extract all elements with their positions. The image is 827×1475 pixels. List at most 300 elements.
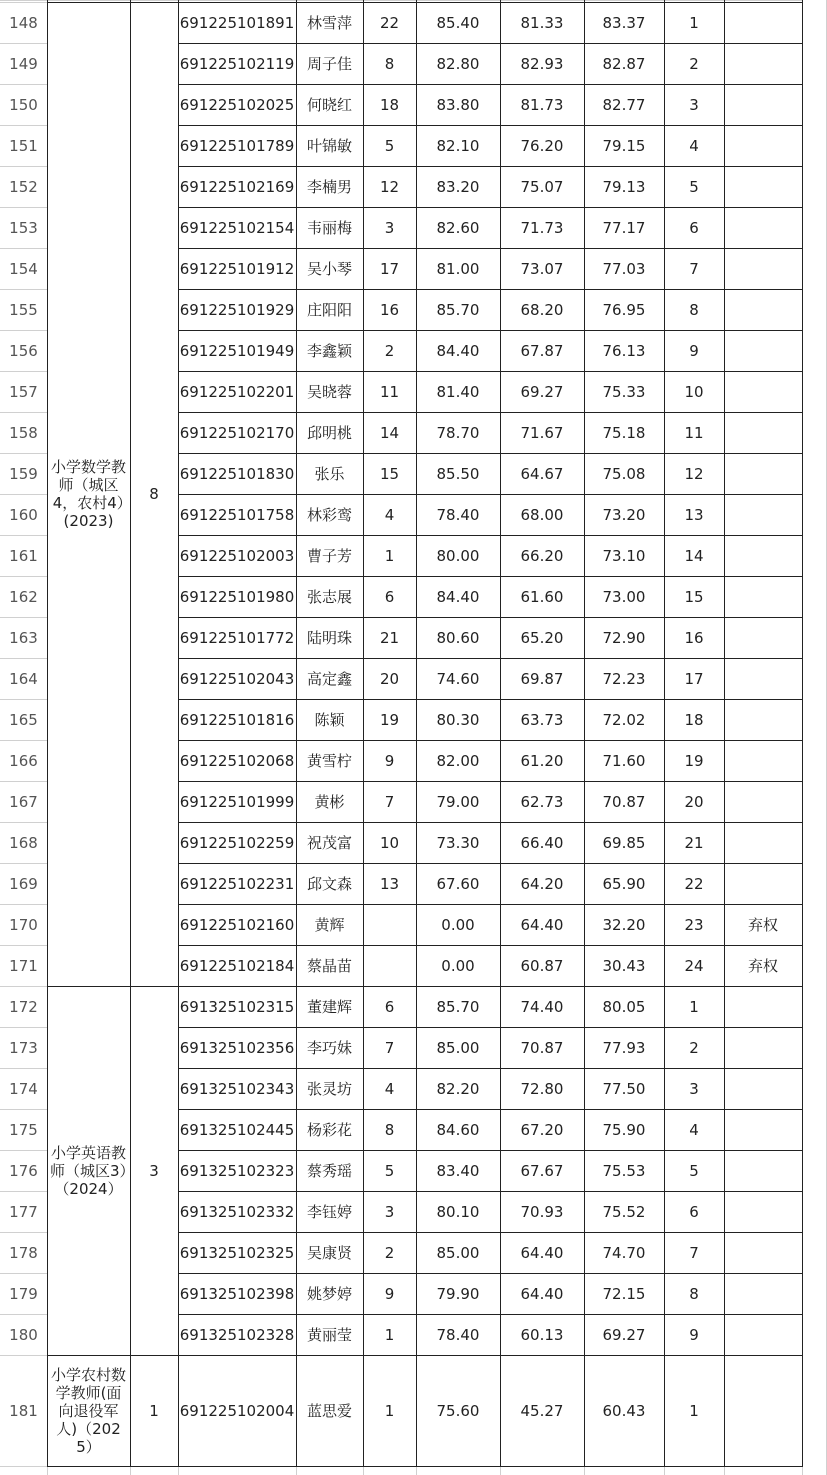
interview-score-cell[interactable]: 66.40 <box>520 833 564 852</box>
rank-cell[interactable]: 15 <box>684 587 704 606</box>
note-cell[interactable] <box>724 1355 802 1466</box>
rank-cell[interactable]: 13 <box>684 505 704 524</box>
rank-cell[interactable]: 4 <box>689 1120 699 1139</box>
total-score-cell[interactable]: 69.85 <box>602 833 646 852</box>
written-score-cell[interactable]: 80.30 <box>436 710 480 729</box>
order-cell[interactable]: 7 <box>384 792 395 811</box>
row-number[interactable]: 150 <box>0 84 47 125</box>
candidate-id-cell[interactable]: 691225102169 <box>179 177 295 196</box>
order-cell[interactable]: 5 <box>384 136 395 155</box>
total-score-cell[interactable]: 80.05 <box>602 997 646 1016</box>
written-score-cell[interactable]: 79.90 <box>436 1284 480 1303</box>
row-number[interactable]: 164 <box>0 658 47 699</box>
interview-score-cell[interactable]: 60.87 <box>520 956 564 975</box>
name-cell[interactable]: 姚梦婷 <box>306 1285 352 1303</box>
written-score-cell[interactable]: 84.40 <box>436 341 480 360</box>
name-cell[interactable]: 周子佳 <box>306 55 352 73</box>
candidate-id-cell[interactable]: 691225101789 <box>179 136 295 155</box>
note-cell[interactable] <box>724 658 802 699</box>
order-cell[interactable]: 13 <box>379 874 400 893</box>
order-cell[interactable]: 16 <box>379 300 400 319</box>
note-cell[interactable] <box>724 863 802 904</box>
order-cell[interactable]: 17 <box>379 259 400 278</box>
total-score-cell[interactable]: 32.20 <box>602 915 646 934</box>
candidate-id-cell[interactable]: 691325102398 <box>179 1284 295 1303</box>
position-cell[interactable]: 小学英语教师（城区3）（2024） <box>49 1143 128 1198</box>
rank-cell[interactable]: 8 <box>689 1284 699 1303</box>
interview-score-cell[interactable]: 62.73 <box>520 792 564 811</box>
interview-score-cell[interactable]: 76.20 <box>520 136 564 155</box>
name-cell[interactable]: 蓝思爱 <box>306 1402 352 1420</box>
name-cell[interactable]: 黄雪柠 <box>306 752 352 770</box>
order-cell[interactable]: 10 <box>379 833 400 852</box>
position-cell[interactable]: 小学数学教师（城区4，农村4）(2023) <box>50 458 126 530</box>
name-cell[interactable]: 林彩鸾 <box>306 506 352 524</box>
row-number[interactable]: 173 <box>0 1027 47 1068</box>
note-cell[interactable] <box>724 617 802 658</box>
note-cell[interactable] <box>724 740 802 781</box>
name-cell[interactable]: 李鑫颖 <box>306 342 352 360</box>
name-cell[interactable]: 陈颖 <box>314 711 345 729</box>
note-cell[interactable] <box>724 207 802 248</box>
order-cell[interactable] <box>363 904 416 945</box>
note-cell[interactable] <box>724 84 802 125</box>
rank-cell[interactable]: 9 <box>689 1325 699 1344</box>
order-cell[interactable]: 22 <box>379 13 400 32</box>
rank-cell[interactable]: 8 <box>689 300 699 319</box>
rank-cell[interactable]: 6 <box>689 1202 699 1221</box>
note-cell[interactable] <box>724 289 802 330</box>
total-score-cell[interactable]: 76.95 <box>602 300 646 319</box>
rank-cell[interactable]: 5 <box>689 1161 699 1180</box>
order-cell[interactable]: 9 <box>384 1284 395 1303</box>
interview-score-cell[interactable]: 73.07 <box>520 259 564 278</box>
written-score-cell[interactable]: 74.60 <box>436 669 480 688</box>
row-number[interactable]: 157 <box>0 371 47 412</box>
note-cell[interactable] <box>724 986 802 1027</box>
interview-score-cell[interactable]: 75.07 <box>520 177 564 196</box>
order-cell[interactable]: 14 <box>379 423 400 442</box>
row-number[interactable]: 170 <box>0 904 47 945</box>
written-score-cell[interactable]: 73.30 <box>436 833 480 852</box>
name-cell[interactable]: 邱文森 <box>306 875 352 893</box>
rank-cell[interactable]: 7 <box>689 1243 699 1262</box>
total-score-cell[interactable]: 72.02 <box>602 710 646 729</box>
order-cell[interactable]: 8 <box>384 1120 395 1139</box>
candidate-id-cell[interactable]: 691225102068 <box>179 751 295 770</box>
candidate-id-cell[interactable]: 691225101980 <box>179 587 295 606</box>
interview-score-cell[interactable]: 45.27 <box>520 1401 564 1420</box>
written-score-cell[interactable]: 79.00 <box>436 792 480 811</box>
name-cell[interactable]: 黄辉 <box>314 916 345 934</box>
rank-cell[interactable]: 17 <box>684 669 704 688</box>
candidate-id-cell[interactable]: 691325102323 <box>179 1161 295 1180</box>
order-cell[interactable]: 6 <box>384 997 395 1016</box>
order-cell[interactable]: 6 <box>384 587 395 606</box>
note-cell[interactable] <box>724 453 802 494</box>
total-score-cell[interactable]: 77.03 <box>602 259 646 278</box>
interview-score-cell[interactable]: 65.20 <box>520 628 564 647</box>
total-score-cell[interactable]: 69.27 <box>602 1325 646 1344</box>
row-number[interactable]: 155 <box>0 289 47 330</box>
candidate-id-cell[interactable]: 691225102184 <box>179 956 295 975</box>
total-score-cell[interactable]: 73.20 <box>602 505 646 524</box>
note-cell[interactable] <box>724 822 802 863</box>
row-number[interactable]: 149 <box>0 43 47 84</box>
rank-cell[interactable]: 5 <box>689 177 699 196</box>
order-cell[interactable]: 8 <box>384 54 395 73</box>
note-cell[interactable] <box>724 494 802 535</box>
name-cell[interactable]: 陆明珠 <box>306 629 352 647</box>
name-cell[interactable]: 吴康贤 <box>306 1244 352 1262</box>
total-score-cell[interactable]: 60.43 <box>602 1401 646 1420</box>
name-cell[interactable]: 李钰婷 <box>306 1203 352 1221</box>
interview-score-cell[interactable]: 71.67 <box>520 423 564 442</box>
row-number[interactable]: 158 <box>0 412 47 453</box>
note-cell[interactable] <box>724 1150 802 1191</box>
note-cell[interactable] <box>724 371 802 412</box>
quota-cell[interactable]: 1 <box>149 1401 159 1420</box>
name-cell[interactable]: 黄彬 <box>314 793 345 811</box>
candidate-id-cell[interactable]: 691225102259 <box>179 833 295 852</box>
total-score-cell[interactable]: 75.08 <box>602 464 646 483</box>
candidate-id-cell[interactable]: 691225102170 <box>179 423 295 442</box>
order-cell[interactable]: 12 <box>379 177 400 196</box>
written-score-cell[interactable]: 82.10 <box>436 136 480 155</box>
written-score-cell[interactable]: 80.60 <box>436 628 480 647</box>
quota-cell[interactable]: 3 <box>149 1161 159 1180</box>
written-score-cell[interactable]: 85.00 <box>436 1038 480 1057</box>
interview-score-cell[interactable]: 64.40 <box>520 915 564 934</box>
written-score-cell[interactable]: 85.00 <box>436 1243 480 1262</box>
order-cell[interactable]: 21 <box>379 628 400 647</box>
rank-cell[interactable]: 1 <box>689 1401 699 1420</box>
name-cell[interactable]: 祝茂富 <box>306 834 352 852</box>
name-cell[interactable]: 邱明桃 <box>306 424 352 442</box>
rank-cell[interactable]: 12 <box>684 464 704 483</box>
candidate-id-cell[interactable]: 691225102003 <box>179 546 295 565</box>
row-number[interactable]: 169 <box>0 863 47 904</box>
note-cell[interactable] <box>724 1027 802 1068</box>
interview-score-cell[interactable]: 67.87 <box>520 341 564 360</box>
order-cell[interactable] <box>363 945 416 986</box>
total-score-cell[interactable]: 83.37 <box>602 13 646 32</box>
total-score-cell[interactable]: 77.93 <box>602 1038 646 1057</box>
row-number[interactable]: 166 <box>0 740 47 781</box>
candidate-id-cell[interactable]: 691225101758 <box>179 505 295 524</box>
rank-cell[interactable]: 3 <box>689 95 699 114</box>
note-cell[interactable] <box>724 576 802 617</box>
order-cell[interactable]: 11 <box>379 382 400 401</box>
row-number[interactable]: 180 <box>0 1314 47 1355</box>
rank-cell[interactable]: 3 <box>689 1079 699 1098</box>
rank-cell[interactable]: 9 <box>689 341 699 360</box>
row-number[interactable]: 153 <box>0 207 47 248</box>
rank-cell[interactable]: 23 <box>684 915 704 934</box>
rank-cell[interactable]: 2 <box>689 54 699 73</box>
total-score-cell[interactable]: 65.90 <box>602 874 646 893</box>
interview-score-cell[interactable]: 66.20 <box>520 546 564 565</box>
written-score-cell[interactable]: 85.70 <box>436 997 480 1016</box>
candidate-id-cell[interactable]: 691225101912 <box>179 259 295 278</box>
candidate-id-cell[interactable]: 691225101949 <box>179 341 295 360</box>
name-cell[interactable]: 庄阳阳 <box>306 301 352 319</box>
order-cell[interactable]: 3 <box>384 218 395 237</box>
row-number[interactable]: 159 <box>0 453 47 494</box>
written-score-cell[interactable]: 85.40 <box>436 13 480 32</box>
interview-score-cell[interactable]: 67.67 <box>520 1161 564 1180</box>
note-cell[interactable]: 弃权 <box>747 916 778 934</box>
rank-cell[interactable]: 20 <box>684 792 704 811</box>
total-score-cell[interactable]: 76.13 <box>602 341 646 360</box>
note-cell[interactable] <box>724 1191 802 1232</box>
row-number[interactable]: 151 <box>0 125 47 166</box>
interview-score-cell[interactable]: 68.20 <box>520 300 564 319</box>
written-score-cell[interactable]: 85.50 <box>436 464 480 483</box>
candidate-id-cell[interactable]: 691225102154 <box>179 218 295 237</box>
row-number[interactable]: 152 <box>0 166 47 207</box>
candidate-id-cell[interactable]: 691325102356 <box>179 1038 295 1057</box>
row-number[interactable]: 162 <box>0 576 47 617</box>
interview-score-cell[interactable]: 61.20 <box>520 751 564 770</box>
interview-score-cell[interactable]: 64.67 <box>520 464 564 483</box>
candidate-id-cell[interactable]: 691225101891 <box>179 13 295 32</box>
candidate-id-cell[interactable]: 691325102343 <box>179 1079 295 1098</box>
row-number[interactable]: 163 <box>0 617 47 658</box>
name-cell[interactable]: 叶锦敏 <box>306 137 352 155</box>
row-number[interactable]: 181 <box>0 1355 47 1466</box>
note-cell[interactable] <box>724 699 802 740</box>
total-score-cell[interactable]: 82.77 <box>602 95 646 114</box>
interview-score-cell[interactable]: 60.13 <box>520 1325 564 1344</box>
note-cell[interactable] <box>724 781 802 822</box>
row-number[interactable]: 179 <box>0 1273 47 1314</box>
row-number[interactable]: 161 <box>0 535 47 576</box>
name-cell[interactable]: 张灵坊 <box>306 1080 352 1098</box>
order-cell[interactable]: 9 <box>384 751 395 770</box>
rank-cell[interactable]: 11 <box>684 423 704 442</box>
candidate-id-cell[interactable]: 691325102445 <box>179 1120 295 1139</box>
order-cell[interactable]: 15 <box>379 464 400 483</box>
name-cell[interactable]: 张乐 <box>314 465 345 483</box>
total-score-cell[interactable]: 74.70 <box>602 1243 646 1262</box>
total-score-cell[interactable]: 75.18 <box>602 423 646 442</box>
row-number[interactable]: 154 <box>0 248 47 289</box>
order-cell[interactable]: 5 <box>384 1161 395 1180</box>
order-cell[interactable]: 1 <box>384 1325 395 1344</box>
order-cell[interactable]: 3 <box>384 1202 395 1221</box>
candidate-id-cell[interactable]: 691225101816 <box>179 710 295 729</box>
total-score-cell[interactable]: 72.90 <box>602 628 646 647</box>
rank-cell[interactable]: 1 <box>689 997 699 1016</box>
total-score-cell[interactable]: 79.13 <box>602 177 646 196</box>
candidate-id-cell[interactable]: 691225102025 <box>179 95 295 114</box>
interview-score-cell[interactable]: 69.87 <box>520 669 564 688</box>
row-number[interactable]: 171 <box>0 945 47 986</box>
interview-score-cell[interactable]: 64.40 <box>520 1243 564 1262</box>
row-number[interactable]: 177 <box>0 1191 47 1232</box>
candidate-id-cell[interactable]: 691225102231 <box>179 874 295 893</box>
row-number[interactable]: 172 <box>0 986 47 1027</box>
order-cell[interactable]: 4 <box>384 1079 395 1098</box>
order-cell[interactable]: 19 <box>379 710 400 729</box>
name-cell[interactable]: 何晓红 <box>306 96 352 114</box>
interview-score-cell[interactable]: 71.73 <box>520 218 564 237</box>
candidate-id-cell[interactable]: 691225102201 <box>179 382 295 401</box>
total-score-cell[interactable]: 72.15 <box>602 1284 646 1303</box>
total-score-cell[interactable]: 75.52 <box>602 1202 646 1221</box>
written-score-cell[interactable]: 84.40 <box>436 587 480 606</box>
written-score-cell[interactable]: 78.40 <box>436 1325 480 1344</box>
total-score-cell[interactable]: 75.33 <box>602 382 646 401</box>
note-cell[interactable] <box>724 1273 802 1314</box>
name-cell[interactable]: 吴小琴 <box>306 260 352 278</box>
written-score-cell[interactable]: 85.70 <box>436 300 480 319</box>
order-cell[interactable]: 20 <box>379 669 400 688</box>
written-score-cell[interactable]: 0.00 <box>441 915 475 934</box>
order-cell[interactable]: 1 <box>384 1401 395 1420</box>
interview-score-cell[interactable]: 69.27 <box>520 382 564 401</box>
note-cell[interactable]: 弃权 <box>747 957 778 975</box>
written-score-cell[interactable]: 81.40 <box>436 382 480 401</box>
written-score-cell[interactable]: 0.00 <box>441 956 475 975</box>
rank-cell[interactable]: 7 <box>689 259 699 278</box>
total-score-cell[interactable]: 77.50 <box>602 1079 646 1098</box>
total-score-cell[interactable]: 75.53 <box>602 1161 646 1180</box>
row-number[interactable]: 175 <box>0 1109 47 1150</box>
candidate-id-cell[interactable]: 691325102325 <box>179 1243 295 1262</box>
written-score-cell[interactable]: 83.20 <box>436 177 480 196</box>
rank-cell[interactable]: 10 <box>684 382 704 401</box>
note-cell[interactable] <box>724 1109 802 1150</box>
written-score-cell[interactable]: 82.60 <box>436 218 480 237</box>
written-score-cell[interactable]: 83.80 <box>436 95 480 114</box>
row-number[interactable]: 178 <box>0 1232 47 1273</box>
order-cell[interactable]: 1 <box>384 546 395 565</box>
note-cell[interactable] <box>724 412 802 453</box>
name-cell[interactable]: 张志展 <box>306 588 352 606</box>
written-score-cell[interactable]: 80.00 <box>436 546 480 565</box>
name-cell[interactable]: 韦丽梅 <box>306 219 352 237</box>
written-score-cell[interactable]: 81.00 <box>436 259 480 278</box>
order-cell[interactable]: 4 <box>384 505 395 524</box>
name-cell[interactable]: 黄丽莹 <box>306 1326 352 1344</box>
rank-cell[interactable]: 14 <box>684 546 704 565</box>
rank-cell[interactable]: 18 <box>684 710 704 729</box>
note-cell[interactable] <box>724 2 802 43</box>
interview-score-cell[interactable]: 64.40 <box>520 1284 564 1303</box>
candidate-id-cell[interactable]: 691225102160 <box>179 915 295 934</box>
row-number[interactable]: 148 <box>0 2 47 43</box>
candidate-id-cell[interactable]: 691225102043 <box>179 669 295 688</box>
interview-score-cell[interactable]: 81.33 <box>520 13 564 32</box>
note-cell[interactable] <box>724 248 802 289</box>
interview-score-cell[interactable]: 74.40 <box>520 997 564 1016</box>
rank-cell[interactable]: 21 <box>684 833 704 852</box>
row-number[interactable]: 156 <box>0 330 47 371</box>
rank-cell[interactable]: 1 <box>689 13 699 32</box>
total-score-cell[interactable]: 79.15 <box>602 136 646 155</box>
order-cell[interactable]: 18 <box>379 95 400 114</box>
total-score-cell[interactable]: 72.23 <box>602 669 646 688</box>
written-score-cell[interactable]: 78.40 <box>436 505 480 524</box>
name-cell[interactable]: 李楠男 <box>306 178 352 196</box>
written-score-cell[interactable]: 82.00 <box>436 751 480 770</box>
written-score-cell[interactable]: 80.10 <box>436 1202 480 1221</box>
rank-cell[interactable]: 24 <box>684 956 704 975</box>
total-score-cell[interactable]: 30.43 <box>602 956 646 975</box>
rank-cell[interactable]: 2 <box>689 1038 699 1057</box>
quota-cell[interactable]: 8 <box>149 485 159 503</box>
note-cell[interactable] <box>724 1314 802 1355</box>
candidate-id-cell[interactable]: 691325102328 <box>179 1325 295 1344</box>
name-cell[interactable]: 李巧妹 <box>306 1039 352 1057</box>
total-score-cell[interactable]: 75.90 <box>602 1120 646 1139</box>
name-cell[interactable]: 董建辉 <box>306 998 352 1016</box>
row-number[interactable]: 174 <box>0 1068 47 1109</box>
total-score-cell[interactable]: 77.17 <box>602 218 646 237</box>
total-score-cell[interactable]: 71.60 <box>602 751 646 770</box>
order-cell[interactable]: 7 <box>384 1038 395 1057</box>
written-score-cell[interactable]: 82.80 <box>436 54 480 73</box>
order-cell[interactable]: 2 <box>384 1243 395 1262</box>
name-cell[interactable]: 蔡秀瑶 <box>306 1162 352 1180</box>
order-cell[interactable]: 2 <box>384 341 395 360</box>
rank-cell[interactable]: 6 <box>689 218 699 237</box>
candidate-id-cell[interactable]: 691225101929 <box>179 300 295 319</box>
written-score-cell[interactable]: 75.60 <box>436 1401 480 1420</box>
name-cell[interactable]: 杨彩花 <box>306 1121 352 1139</box>
rank-cell[interactable]: 4 <box>689 136 699 155</box>
interview-score-cell[interactable]: 64.20 <box>520 874 564 893</box>
written-score-cell[interactable]: 78.70 <box>436 423 480 442</box>
row-number[interactable]: 168 <box>0 822 47 863</box>
name-cell[interactable]: 高定鑫 <box>306 670 352 688</box>
interview-score-cell[interactable]: 68.00 <box>520 505 564 524</box>
note-cell[interactable] <box>724 125 802 166</box>
interview-score-cell[interactable]: 70.87 <box>520 1038 564 1057</box>
total-score-cell[interactable]: 73.00 <box>602 587 646 606</box>
note-cell[interactable] <box>724 166 802 207</box>
rank-cell[interactable]: 16 <box>684 628 704 647</box>
interview-score-cell[interactable]: 67.20 <box>520 1120 564 1139</box>
name-cell[interactable]: 蔡晶苗 <box>306 957 352 975</box>
note-cell[interactable] <box>724 535 802 576</box>
written-score-cell[interactable]: 67.60 <box>436 874 480 893</box>
candidate-id-cell[interactable]: 691225101830 <box>179 464 295 483</box>
candidate-id-cell[interactable]: 691325102332 <box>179 1202 295 1221</box>
total-score-cell[interactable]: 73.10 <box>602 546 646 565</box>
candidate-id-cell[interactable]: 691225102004 <box>179 1401 295 1420</box>
candidate-id-cell[interactable]: 691225101772 <box>179 628 295 647</box>
written-score-cell[interactable]: 83.40 <box>436 1161 480 1180</box>
interview-score-cell[interactable]: 61.60 <box>520 587 564 606</box>
interview-score-cell[interactable]: 81.73 <box>520 95 564 114</box>
rank-cell[interactable]: 19 <box>684 751 704 770</box>
note-cell[interactable] <box>724 1232 802 1273</box>
note-cell[interactable] <box>724 330 802 371</box>
note-cell[interactable] <box>724 43 802 84</box>
interview-score-cell[interactable]: 63.73 <box>520 710 564 729</box>
candidate-id-cell[interactable]: 691225101999 <box>179 792 295 811</box>
name-cell[interactable]: 林雪萍 <box>306 14 352 32</box>
total-score-cell[interactable]: 70.87 <box>602 792 646 811</box>
name-cell[interactable]: 吴晓蓉 <box>306 383 352 401</box>
name-cell[interactable]: 曹子芳 <box>306 547 352 565</box>
row-number[interactable]: 167 <box>0 781 47 822</box>
row-number[interactable]: 160 <box>0 494 47 535</box>
candidate-id-cell[interactable]: 691225102119 <box>179 54 295 73</box>
